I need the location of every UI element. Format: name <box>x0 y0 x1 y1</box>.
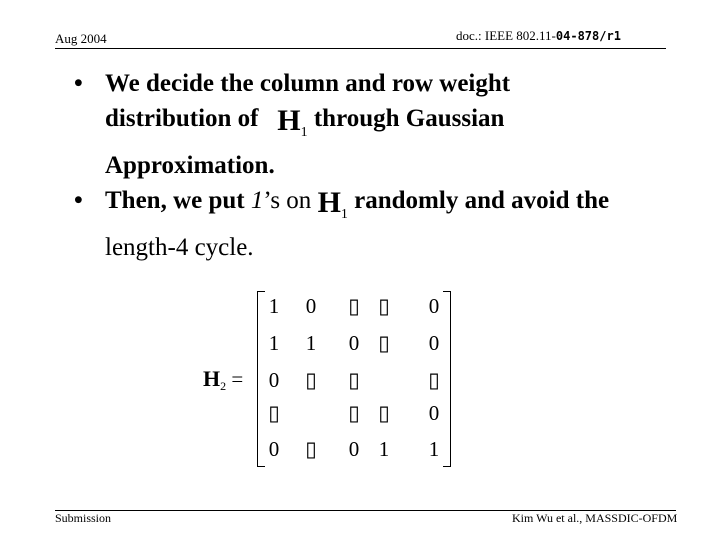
h1-letter-2: H <box>317 186 341 219</box>
footer-submission: Submission <box>55 511 112 525</box>
matrix-cell: 0 <box>268 437 280 461</box>
footer-author: Kim Wu et al., MASSDIC-OFDM <box>512 511 678 525</box>
bullet-1-text-a: We decide the column and row weight <box>105 70 511 97</box>
header-doc-prefix: doc.: IEEE 802.11- <box>456 28 556 43</box>
bullet-2-text-b: ’s on <box>263 187 312 214</box>
matrix-cell: 0 <box>428 401 440 425</box>
h1-symbol <box>277 106 307 148</box>
matrix-cell: 1 <box>378 437 390 461</box>
matrix-cell: 0 <box>348 331 360 355</box>
h1-subscript-2: 1 <box>340 207 348 222</box>
bullet-1-text-d: Approximation. <box>105 152 275 179</box>
matrix-cell: ▯ <box>348 294 360 318</box>
slide-body <box>70 66 690 265</box>
matrix-cell: 0 <box>348 437 360 461</box>
h1-letter: H <box>277 104 301 137</box>
matrix-cell: 1 <box>428 437 440 461</box>
matrix-cell: 0 <box>428 294 440 318</box>
matrix-cell: ▯ <box>378 401 390 425</box>
bullet-2-text-c: randomly and avoid the <box>354 187 610 214</box>
matrix-cell: 0 <box>305 294 317 318</box>
h2-label <box>203 366 243 394</box>
h2-letter: H <box>203 366 221 391</box>
h1-symbol-2 <box>318 188 348 230</box>
bullet-1-text-c: through Gaussian <box>313 105 505 132</box>
matrix-cell: 1 <box>268 294 280 318</box>
matrix-cell: 1 <box>268 331 280 355</box>
matrix-cell: 1 <box>305 331 317 355</box>
bullet-1-marker: • <box>74 70 83 97</box>
matrix-cell: 0 <box>268 368 280 392</box>
bullet-1-text-b: distribution of <box>105 105 259 132</box>
bullet-2-italic: 1 <box>250 187 264 214</box>
bullet-2-text-d: length-4 cycle. <box>105 234 254 261</box>
bullet-2 <box>70 183 690 265</box>
matrix-cell: ▯ <box>348 368 360 392</box>
h1-subscript: 1 <box>300 125 308 140</box>
matrix-cell: ▯ <box>348 401 360 425</box>
matrix-cell: ▯ <box>268 401 280 425</box>
matrix-cell: ▯ <box>378 294 390 318</box>
header-doc-id <box>456 28 621 44</box>
header-rule <box>55 48 666 49</box>
matrix-cell: ▯ <box>428 368 440 392</box>
matrix-cell: 0 <box>428 331 440 355</box>
header-doc-rev: 04-878/r1 <box>555 29 621 43</box>
bullet-2-marker: • <box>74 187 83 214</box>
h2-equals: = <box>231 367 244 391</box>
matrix-cell: ▯ <box>378 331 390 355</box>
header-date: Aug 2004 <box>55 31 107 46</box>
bullet-2-text-a: Then, we put <box>105 187 245 214</box>
matrix-cell: ▯ <box>305 437 317 461</box>
h2-subscript: 2 <box>220 379 227 393</box>
matrix-cell: ▯ <box>305 368 317 392</box>
bullet-1 <box>70 66 690 183</box>
